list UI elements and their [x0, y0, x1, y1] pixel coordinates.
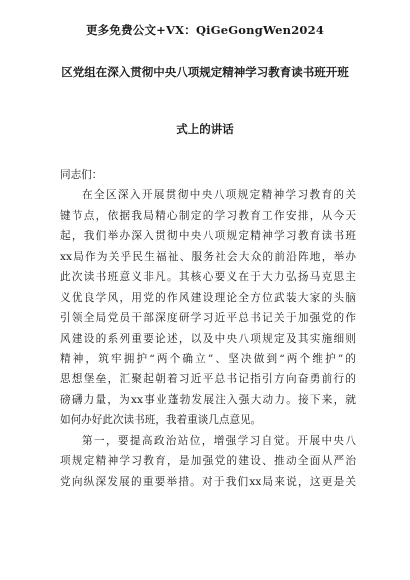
- page-header: 更多免费公文+VX：QiGeGongWen2024: [85, 23, 325, 37]
- paragraph-line: 磅礴力量，为xx事业蓬勃发展注入强大动力。接下来，就: [60, 393, 356, 406]
- document-body: [60, 165, 356, 492]
- paragraph-line: 在全区深入开展贯彻中央八项规定精神学习教育的关: [82, 189, 356, 202]
- paragraph-line: xx局作为关乎民生福祉、服务社会大众的前沿阵地，举办: [60, 250, 356, 263]
- paragraph-line: 精神，筑牢拥护“两个确立”、坚决做到“两个维护”的: [60, 352, 356, 365]
- document-title: 区党组在深入贯彻中央八项规定精神学习教育读书班开班: [61, 65, 349, 79]
- paragraph-line: 此次读书班意义非凡。其核心要义在于大力弘扬马克思主: [60, 271, 356, 284]
- paragraph-line: 风建设的系列重要论述，以及中央八项规定及其实施细则: [60, 332, 356, 345]
- paragraph-line: 项规定精神学习教育，是加强党的建设、推动全面从严治: [60, 455, 356, 468]
- paragraph-line: 键节点，依据我局精心制定的学习教育工作安排，从今天: [60, 209, 356, 222]
- paragraph-line: 党向纵深发展的重要举措。对于我们xx局来说，这更是关: [60, 475, 356, 488]
- paragraph-line: 思想堡垒，汇聚起朝着习近平总书记指引方向奋勇前行的: [60, 373, 356, 386]
- paragraph-line: 起，我们举办深入贯彻中央八项规定精神学习教育读书班: [60, 230, 356, 243]
- paragraph-line: 引领全局党员干部深度研学习近平总书记关于加强党的作: [60, 312, 356, 325]
- paragraph-line: 第一，要提高政治站位，增强学习自觉。开展中央八: [82, 434, 356, 447]
- paragraph-line: 义优良学风，用党的作风建设理论全方位武装大家的头脑: [60, 291, 356, 304]
- paragraph-line: 如何办好此次读书班，我着重谈几点意见。: [60, 414, 262, 427]
- salutation: 同志们：: [60, 169, 103, 181]
- document-title-continuation: 式上的讲话: [176, 122, 234, 136]
